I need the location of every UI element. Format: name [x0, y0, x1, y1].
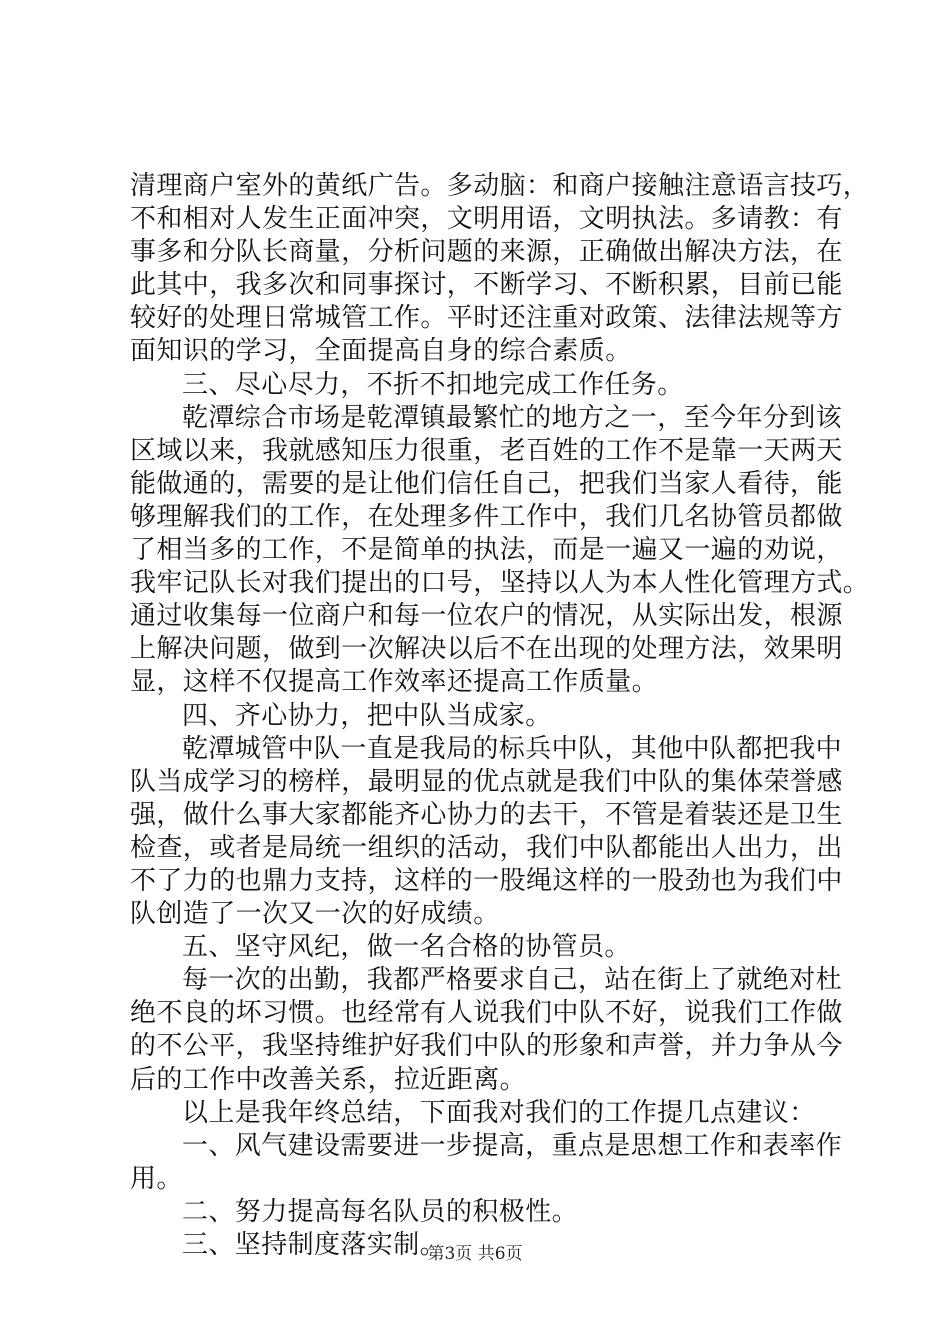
text-line: 乾潭城管中队一直是我局的标兵中队，其他中队都把我中 [182, 733, 843, 764]
text-line: 强，做什么事大家都能齐心协力的去干，不管是着装还是卫生 [130, 799, 843, 830]
text-line: 五、坚守风纪，做一名合格的协管员。 [182, 932, 631, 963]
text-line: 够理解我们的工作，在处理多件工作中，我们几名协管员都做 [130, 501, 843, 532]
text-line: 通过收集每一位商户和每一位农户的情况，从实际出发，根源 [130, 601, 843, 632]
text-line: 显，这样不仅提高工作效率还提高工作质量。 [130, 667, 659, 698]
text-line: 事多和分队长商量，分析问题的来源，正确做出解决方法，在 [130, 237, 843, 268]
text-line: 用。 [130, 1163, 183, 1194]
text-line: 的不公平，我坚持维护好我们中队的形象和声誉，并力争从今 [130, 1031, 843, 1062]
text-line: 此其中，我多次和同事探讨，不断学习、不断积累，目前已能 [130, 270, 843, 301]
text-line: 三、坚持制度落实制。 [182, 1230, 447, 1260]
text-line: 绝不良的坏习惯。也经常有人说我们中队不好，说我们工作做 [130, 998, 843, 1029]
text-line: 上解决问题，做到一次解决以后不在出现的处理方法，效果明 [130, 634, 843, 665]
text-line: 检查，或者是局统一组织的活动，我们中队都能出人出力，出 [130, 832, 843, 863]
text-line: 三、尽心尽力，不折不扣地完成工作任务。 [182, 369, 684, 400]
text-line: 后的工作中改善关系，拉近距离。 [130, 1064, 527, 1095]
text-line: 不和相对人发生正面冲突，文明用语，文明执法。多请教：有 [130, 204, 843, 235]
text-line: 区域以来，我就感知压力很重，老百姓的工作不是靠一天两天 [130, 435, 843, 466]
text-line: 队创造了一次又一次的好成绩。 [130, 899, 500, 930]
document-body [130, 170, 870, 1262]
text-line: 不了力的也鼎力支持，这样的一股绳这样的一股劲也为我们中 [130, 865, 843, 896]
text-line: 较好的处理日常城管工作。平时还注重对政策、法律法规等方 [130, 303, 843, 334]
text-line: 面知识的学习，全面提高自身的综合素质。 [130, 336, 632, 367]
text-line: 清理商户室外的黄纸广告。多动脑：和商户接触注意语言技巧， [130, 171, 870, 201]
text-line: 以上是我年终总结，下面我对我们的工作提几点建议： [182, 1097, 816, 1128]
page-footer: 第3页 共6页 [427, 1244, 523, 1264]
text-line: 一、风气建设需要进一步提高，重点是思想工作和表率作 [182, 1130, 843, 1161]
text-line: 我牢记队长对我们提出的口号，坚持以人为本人性化管理方式。 [130, 568, 870, 599]
text-line: 队当成学习的榜样，最明显的优点就是我们中队的集体荣誉感 [130, 766, 843, 797]
text-line: 了相当多的工作，不是简单的执法，而是一遍又一遍的劝说， [130, 535, 843, 566]
text-line: 能做通的，需要的是让他们信任自己，把我们当家人看待，能 [130, 468, 843, 499]
text-line: 乾潭综合市场是乾潭镇最繁忙的地方之一，至今年分到该 [182, 402, 843, 433]
text-line: 四、齐心协力，把中队当成家。 [182, 700, 552, 731]
text-line: 二、努力提高每名队员的积极性。 [182, 1196, 579, 1227]
text-line: 每一次的出勤，我都严格要求自己，站在街上了就绝对杜 [182, 965, 843, 996]
